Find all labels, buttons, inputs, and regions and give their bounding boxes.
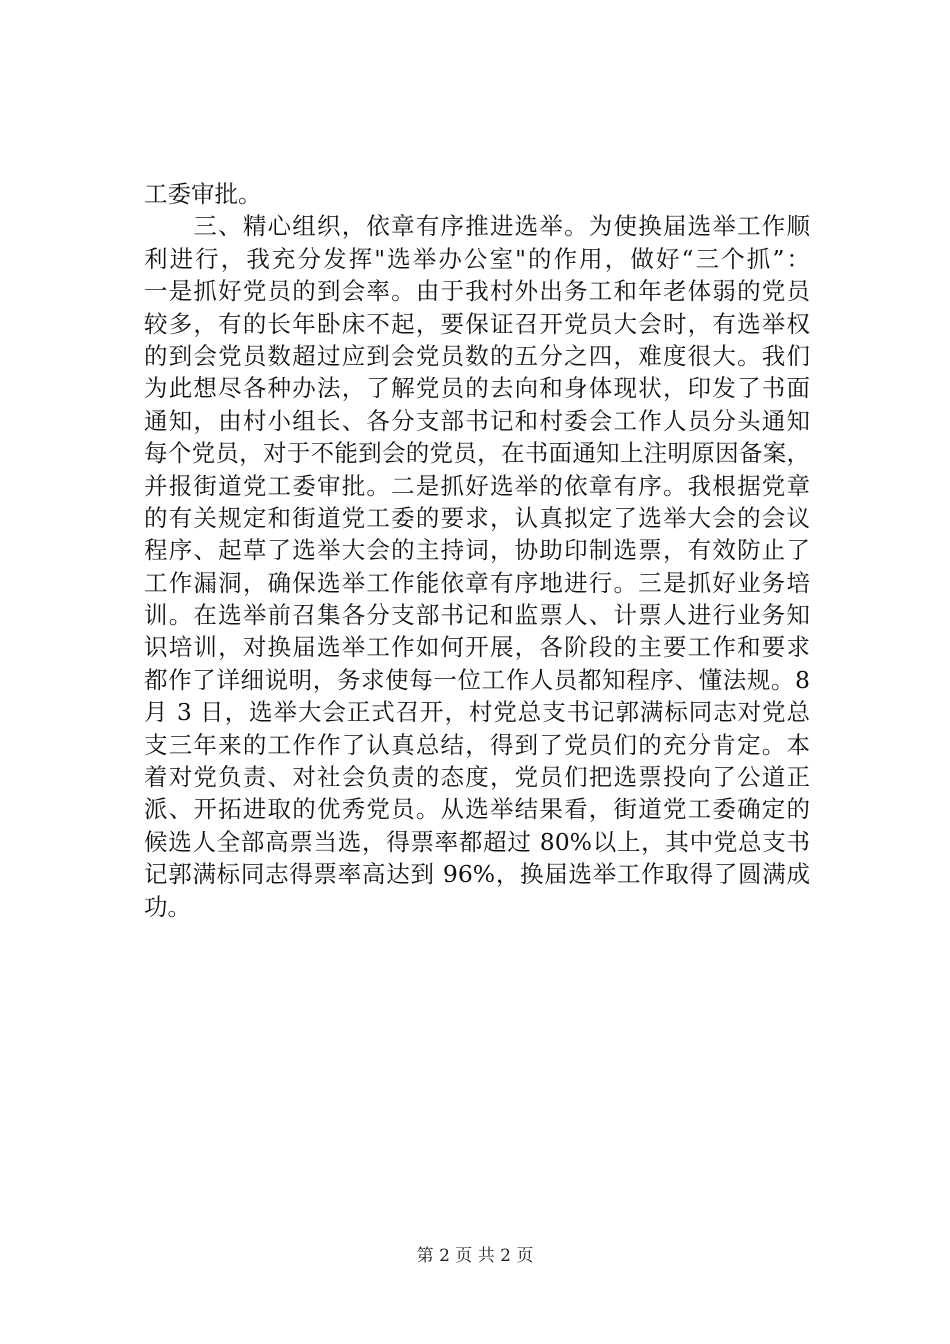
text-line: 训。在选举前召集各分支部书记和监票人、计票人进行业务知 — [144, 601, 810, 630]
text-line: 利进行，我充分发挥"选举办公室"的作用，做好“三个抓”： — [144, 244, 810, 273]
text-line: 功。 — [144, 892, 191, 921]
text-line: 都作了详细说明，务求使每一位工作人员都知程序、懂法规。8 — [144, 665, 810, 694]
text-line: 较多，有的长年卧床不起，要保证召开党员大会时，有选举权 — [144, 309, 810, 338]
body-text — [144, 178, 810, 923]
text-line: 识培训，对换届选举工作如何开展，各阶段的主要工作和要求 — [144, 633, 810, 662]
text-line: 着对党负责、对社会负责的态度，党员们把选票投向了公道正 — [144, 763, 810, 792]
text-line: 程序、起草了选举大会的主持词，协助印制选票，有效防止了 — [144, 536, 810, 565]
text-line: 的有关规定和街道党工委的要求，认真拟定了选举大会的会议 — [144, 503, 810, 532]
text-line: 月 3 日，选举大会正式召开，村党总支书记郭满标同志对党总 — [144, 698, 810, 727]
text-line: 每个党员，对于不能到会的党员，在书面通知上注明原因备案， — [144, 439, 810, 468]
text-line: 三、精心组织，依章有序推进选举。为使换届选举工作顺 — [144, 212, 810, 241]
text-line: 派、开拓进取的优秀党员。从选举结果看，街道党工委确定的 — [144, 795, 810, 824]
text-line: 的到会党员数超过应到会党员数的五分之四，难度很大。我们 — [144, 341, 810, 370]
text-line: 工作漏洞，确保选举工作能依章有序地进行。三是抓好业务培 — [144, 568, 810, 597]
text-line: 并报街道党工委审批。二是抓好选举的依章有序。我根据党章 — [144, 471, 810, 500]
text-line: 记郭满标同志得票率高达到 96%，换届选举工作取得了圆满成 — [144, 860, 810, 889]
text-line: 通知，由村小组长、各分支部书记和村委会工作人员分头通知 — [144, 406, 810, 435]
text-line: 一是抓好党员的到会率。由于我村外出务工和年老体弱的党员 — [144, 277, 810, 306]
page-footer: 第 2 页 共 2 页 — [416, 1246, 534, 1266]
text-line: 为此想尽各种办法，了解党员的去向和身体现状，印发了书面 — [144, 374, 810, 403]
text-line: 工委审批。 — [144, 180, 262, 208]
text-line: 支三年来的工作作了认真总结，得到了党员们的充分肯定。本 — [144, 730, 810, 759]
text-line: 候选人全部高票当选，得票率都超过 80%以上，其中党总支书 — [144, 827, 810, 856]
